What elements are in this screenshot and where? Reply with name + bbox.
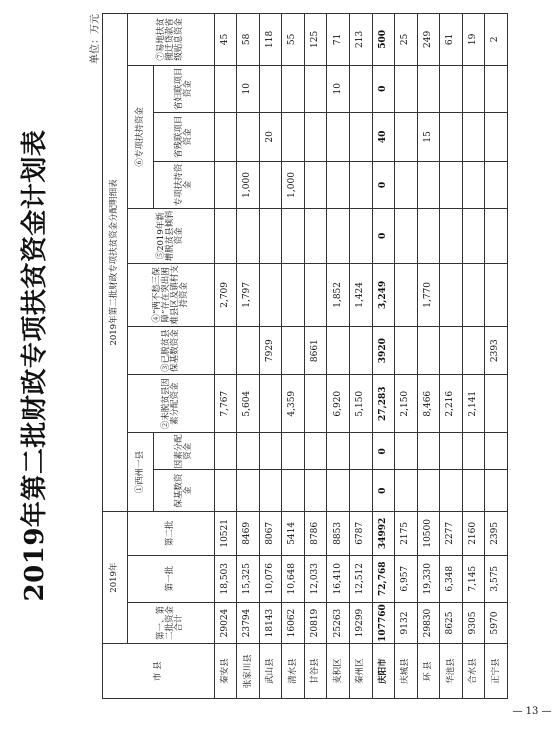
first-batch-cell: 10,076 [259, 555, 282, 602]
first-batch-cell: 15,325 [237, 555, 260, 602]
table-row [304, 14, 327, 699]
total-cell: 9305 [462, 602, 485, 644]
c4-cell: 3,249 [372, 263, 395, 326]
c4-cell: 1,852 [327, 263, 350, 326]
c6b-cell [395, 112, 418, 161]
c6a-cell [214, 161, 237, 208]
county-name-cell: 甘谷县 [304, 644, 327, 699]
c6b-cell [214, 112, 237, 161]
c6b-cell [350, 112, 373, 161]
county-name-cell: 清水县 [282, 644, 305, 699]
table-row [485, 14, 508, 699]
c5-cell [214, 208, 237, 263]
county-name-cell: 合水县 [462, 644, 485, 699]
county-name-cell: 庆阳市 [372, 644, 395, 699]
first-batch-cell: 6,957 [395, 555, 418, 602]
second-batch-cell: 2160 [462, 511, 485, 555]
c3-cell [350, 327, 373, 375]
header-second-batch: 第二批 [127, 511, 214, 555]
table-row [327, 14, 350, 699]
c6c-cell [282, 65, 305, 112]
c4-cell [304, 263, 327, 326]
table-row [259, 14, 282, 699]
county-name-cell: 武山县 [259, 644, 282, 699]
second-batch-cell: 8067 [259, 511, 282, 555]
header-c6c: 省妇联项目资金 [154, 65, 214, 112]
c4-cell: 1,797 [237, 263, 260, 326]
c7-cell: 213 [350, 14, 373, 66]
c6c-cell [259, 65, 282, 112]
c7-cell: 249 [417, 14, 440, 66]
c1b-cell [485, 433, 508, 470]
c4-cell [259, 263, 282, 326]
c4-cell: 1,770 [417, 263, 440, 326]
table-row [440, 14, 463, 699]
c7-cell: 45 [214, 14, 237, 66]
c7-cell: 55 [282, 14, 305, 66]
c3-cell: 2393 [485, 327, 508, 375]
header-subtotal: 第一、第二批资金合计 [127, 602, 214, 644]
c2-cell [485, 375, 508, 433]
c2-cell: 5,150 [350, 375, 373, 433]
c7-cell: 19 [462, 14, 485, 66]
total-cell: 8625 [440, 602, 463, 644]
c1a-cell [350, 470, 373, 512]
c1b-cell: 0 [372, 433, 395, 470]
c6a-cell [259, 161, 282, 208]
c6c-cell: 10 [327, 65, 350, 112]
c3-cell [282, 327, 305, 375]
county-name-cell: 正宁县 [485, 644, 508, 699]
c1a-cell: 0 [372, 470, 395, 512]
c6a-cell [440, 161, 463, 208]
c6b-cell [304, 112, 327, 161]
c7-cell: 58 [237, 14, 260, 66]
header-c3: ③已脱贫县保基数资金 [127, 327, 214, 375]
c1b-cell [259, 433, 282, 470]
c3-cell [417, 327, 440, 375]
header-c1a: 保基数资金 [154, 470, 214, 512]
table-row [395, 14, 418, 699]
c2-cell: 5,604 [237, 375, 260, 433]
first-batch-cell: 18,503 [214, 555, 237, 602]
c7-cell: 118 [259, 14, 282, 66]
c5-cell [327, 208, 350, 263]
c1b-cell [462, 433, 485, 470]
c4-cell: 1,424 [350, 263, 373, 326]
c3-cell: 3920 [372, 327, 395, 375]
c3-cell [462, 327, 485, 375]
first-batch-cell: 3,575 [485, 555, 508, 602]
c1b-cell [214, 433, 237, 470]
second-batch-cell: 10500 [417, 511, 440, 555]
unit-label: 单位：万元 [90, 14, 101, 64]
c6a-cell [395, 161, 418, 208]
c6b-cell [282, 112, 305, 161]
c2-cell [304, 375, 327, 433]
second-batch-cell: 2175 [395, 511, 418, 555]
c6b-cell [462, 112, 485, 161]
c5-cell [417, 208, 440, 263]
c6c-cell [214, 65, 237, 112]
county-name-cell: 秦安县 [214, 644, 237, 699]
c1a-cell [327, 470, 350, 512]
first-batch-cell: 19,330 [417, 555, 440, 602]
c2-cell: 4,359 [282, 375, 305, 433]
c2-cell: 7,767 [214, 375, 237, 433]
total-cell: 29024 [214, 602, 237, 644]
c1a-cell [440, 470, 463, 512]
c2-cell: 2,150 [395, 375, 418, 433]
c5-cell [462, 208, 485, 263]
c6a-cell [485, 161, 508, 208]
c6a-cell [462, 161, 485, 208]
c1a-cell [259, 470, 282, 512]
c6a-cell: 1,000 [237, 161, 260, 208]
header-c4: ④“两不愁三保障”存在突出困难县区及镇村支持资金 [127, 263, 214, 326]
header-year-2019: 2019年 [103, 511, 128, 643]
c1b-cell [350, 433, 373, 470]
c3-cell [237, 327, 260, 375]
total-cell: 23794 [237, 602, 260, 644]
c1a-cell [282, 470, 305, 512]
second-batch-cell: 10521 [214, 511, 237, 555]
c2-cell: 27,283 [372, 375, 395, 433]
c6b-cell: 15 [417, 112, 440, 161]
c7-cell: 2 [485, 14, 508, 66]
total-cell: 19299 [350, 602, 373, 644]
c4-cell [440, 263, 463, 326]
c4-cell [462, 263, 485, 326]
c2-cell: 8,466 [417, 375, 440, 433]
c6a-cell [350, 161, 373, 208]
poverty-fund-table [102, 13, 508, 699]
first-batch-cell: 10,648 [282, 555, 305, 602]
c2-cell [259, 375, 282, 433]
c6c-cell [395, 65, 418, 112]
table-row [350, 14, 373, 699]
header-county: 市 县 [103, 644, 215, 699]
total-cell: 9132 [395, 602, 418, 644]
table-row [462, 14, 485, 699]
total-cell: 20819 [304, 602, 327, 644]
c1b-cell [395, 433, 418, 470]
header-first-batch: 第一批 [127, 555, 214, 602]
county-name-cell: 秦州区 [350, 644, 373, 699]
first-batch-cell: 6,348 [440, 555, 463, 602]
county-name-cell: 麦积区 [327, 644, 350, 699]
c1b-cell [417, 433, 440, 470]
table-row [214, 14, 237, 699]
c6a-cell [327, 161, 350, 208]
c1b-cell [327, 433, 350, 470]
c5-cell [304, 208, 327, 263]
c1a-cell [304, 470, 327, 512]
c6c-cell: 0 [372, 65, 395, 112]
table-row [372, 14, 395, 699]
c1a-cell [417, 470, 440, 512]
header-detail: 2019年第二批财政专项扶贫资金分配明细表 [103, 14, 128, 512]
c6b-cell: 20 [259, 112, 282, 161]
c5-cell [237, 208, 260, 263]
c1a-cell [214, 470, 237, 512]
c5-cell [395, 208, 418, 263]
county-name-cell: 张家川县 [237, 644, 260, 699]
c1a-cell [485, 470, 508, 512]
c6b-cell [485, 112, 508, 161]
c7-cell: 61 [440, 14, 463, 66]
c3-cell [214, 327, 237, 375]
header-c7: ⑦易地扶贫搬迁贷款省级贴息资金 [127, 14, 214, 66]
first-batch-cell: 72,768 [372, 555, 395, 602]
c5-cell [485, 208, 508, 263]
c1b-cell [237, 433, 260, 470]
header-c2: ②未脱贫县因素分配资金 [127, 375, 214, 433]
c4-cell [282, 263, 305, 326]
c5-cell [440, 208, 463, 263]
document-title: 2019年第二批财政专项扶贫资金计划表 [20, 129, 50, 602]
page-number: — 13 — [512, 706, 552, 717]
county-name-cell: 环 县 [417, 644, 440, 699]
c6b-cell [327, 112, 350, 161]
c6a-cell [417, 161, 440, 208]
total-cell: 18143 [259, 602, 282, 644]
c7-cell: 71 [327, 14, 350, 66]
second-batch-cell: 8469 [237, 511, 260, 555]
c6c-cell: 10 [237, 65, 260, 112]
total-cell: 5970 [485, 602, 508, 644]
table-row [282, 14, 305, 699]
c6a-cell [304, 161, 327, 208]
c4-cell [485, 263, 508, 326]
c1a-cell [462, 470, 485, 512]
c1b-cell [304, 433, 327, 470]
c3-cell [440, 327, 463, 375]
c6c-cell [440, 65, 463, 112]
c7-cell: 500 [372, 14, 395, 66]
table-row [237, 14, 260, 699]
second-batch-cell: 2277 [440, 511, 463, 555]
c6c-cell [304, 65, 327, 112]
c5-cell [350, 208, 373, 263]
first-batch-cell: 7,145 [462, 555, 485, 602]
header-c5: ⑤2019年新增脱贫县倾斜资金 [127, 208, 214, 263]
c2-cell: 2,216 [440, 375, 463, 433]
total-cell: 25263 [327, 602, 350, 644]
c6a-cell: 0 [372, 161, 395, 208]
first-batch-cell: 16,410 [327, 555, 350, 602]
c5-cell [282, 208, 305, 263]
second-batch-cell: 5414 [282, 511, 305, 555]
county-name-cell: 华池县 [440, 644, 463, 699]
second-batch-cell: 2395 [485, 511, 508, 555]
c1b-cell [282, 433, 305, 470]
second-batch-cell: 8853 [327, 511, 350, 555]
c6c-cell [462, 65, 485, 112]
header-c6a: 专项扶持资金 [154, 161, 214, 208]
header-c1-group: ①西州一县 [127, 433, 154, 512]
second-batch-cell: 34992 [372, 511, 395, 555]
c6b-cell [237, 112, 260, 161]
first-batch-cell: 12,512 [350, 555, 373, 602]
c5-cell: 0 [372, 208, 395, 263]
header-c6b: 省残联项目资金 [154, 112, 214, 161]
first-batch-cell: 12,033 [304, 555, 327, 602]
c6a-cell: 1,000 [282, 161, 305, 208]
c4-cell: 2,709 [214, 263, 237, 326]
c6c-cell [417, 65, 440, 112]
second-batch-cell: 8786 [304, 511, 327, 555]
c6b-cell: 40 [372, 112, 395, 161]
second-batch-cell: 6787 [350, 511, 373, 555]
c6c-cell [350, 65, 373, 112]
table-row [417, 14, 440, 699]
header-c6-group: ⑥专项扶持资金 [127, 65, 154, 208]
c7-cell: 125 [304, 14, 327, 66]
total-cell: 29830 [417, 602, 440, 644]
c5-cell [259, 208, 282, 263]
c3-cell [395, 327, 418, 375]
c3-cell: 7929 [259, 327, 282, 375]
c4-cell [395, 263, 418, 326]
header-c1b: 因素分配资金 [154, 433, 214, 470]
c7-cell: 25 [395, 14, 418, 66]
c2-cell: 6,920 [327, 375, 350, 433]
c6c-cell [485, 65, 508, 112]
total-cell: 16062 [282, 602, 305, 644]
c1a-cell [395, 470, 418, 512]
c1a-cell [237, 470, 260, 512]
c1b-cell [440, 433, 463, 470]
c3-cell: 8661 [304, 327, 327, 375]
total-cell: 107760 [372, 602, 395, 644]
c2-cell: 2,141 [462, 375, 485, 433]
c6b-cell [440, 112, 463, 161]
county-name-cell: 庆城县 [395, 644, 418, 699]
c3-cell [327, 327, 350, 375]
